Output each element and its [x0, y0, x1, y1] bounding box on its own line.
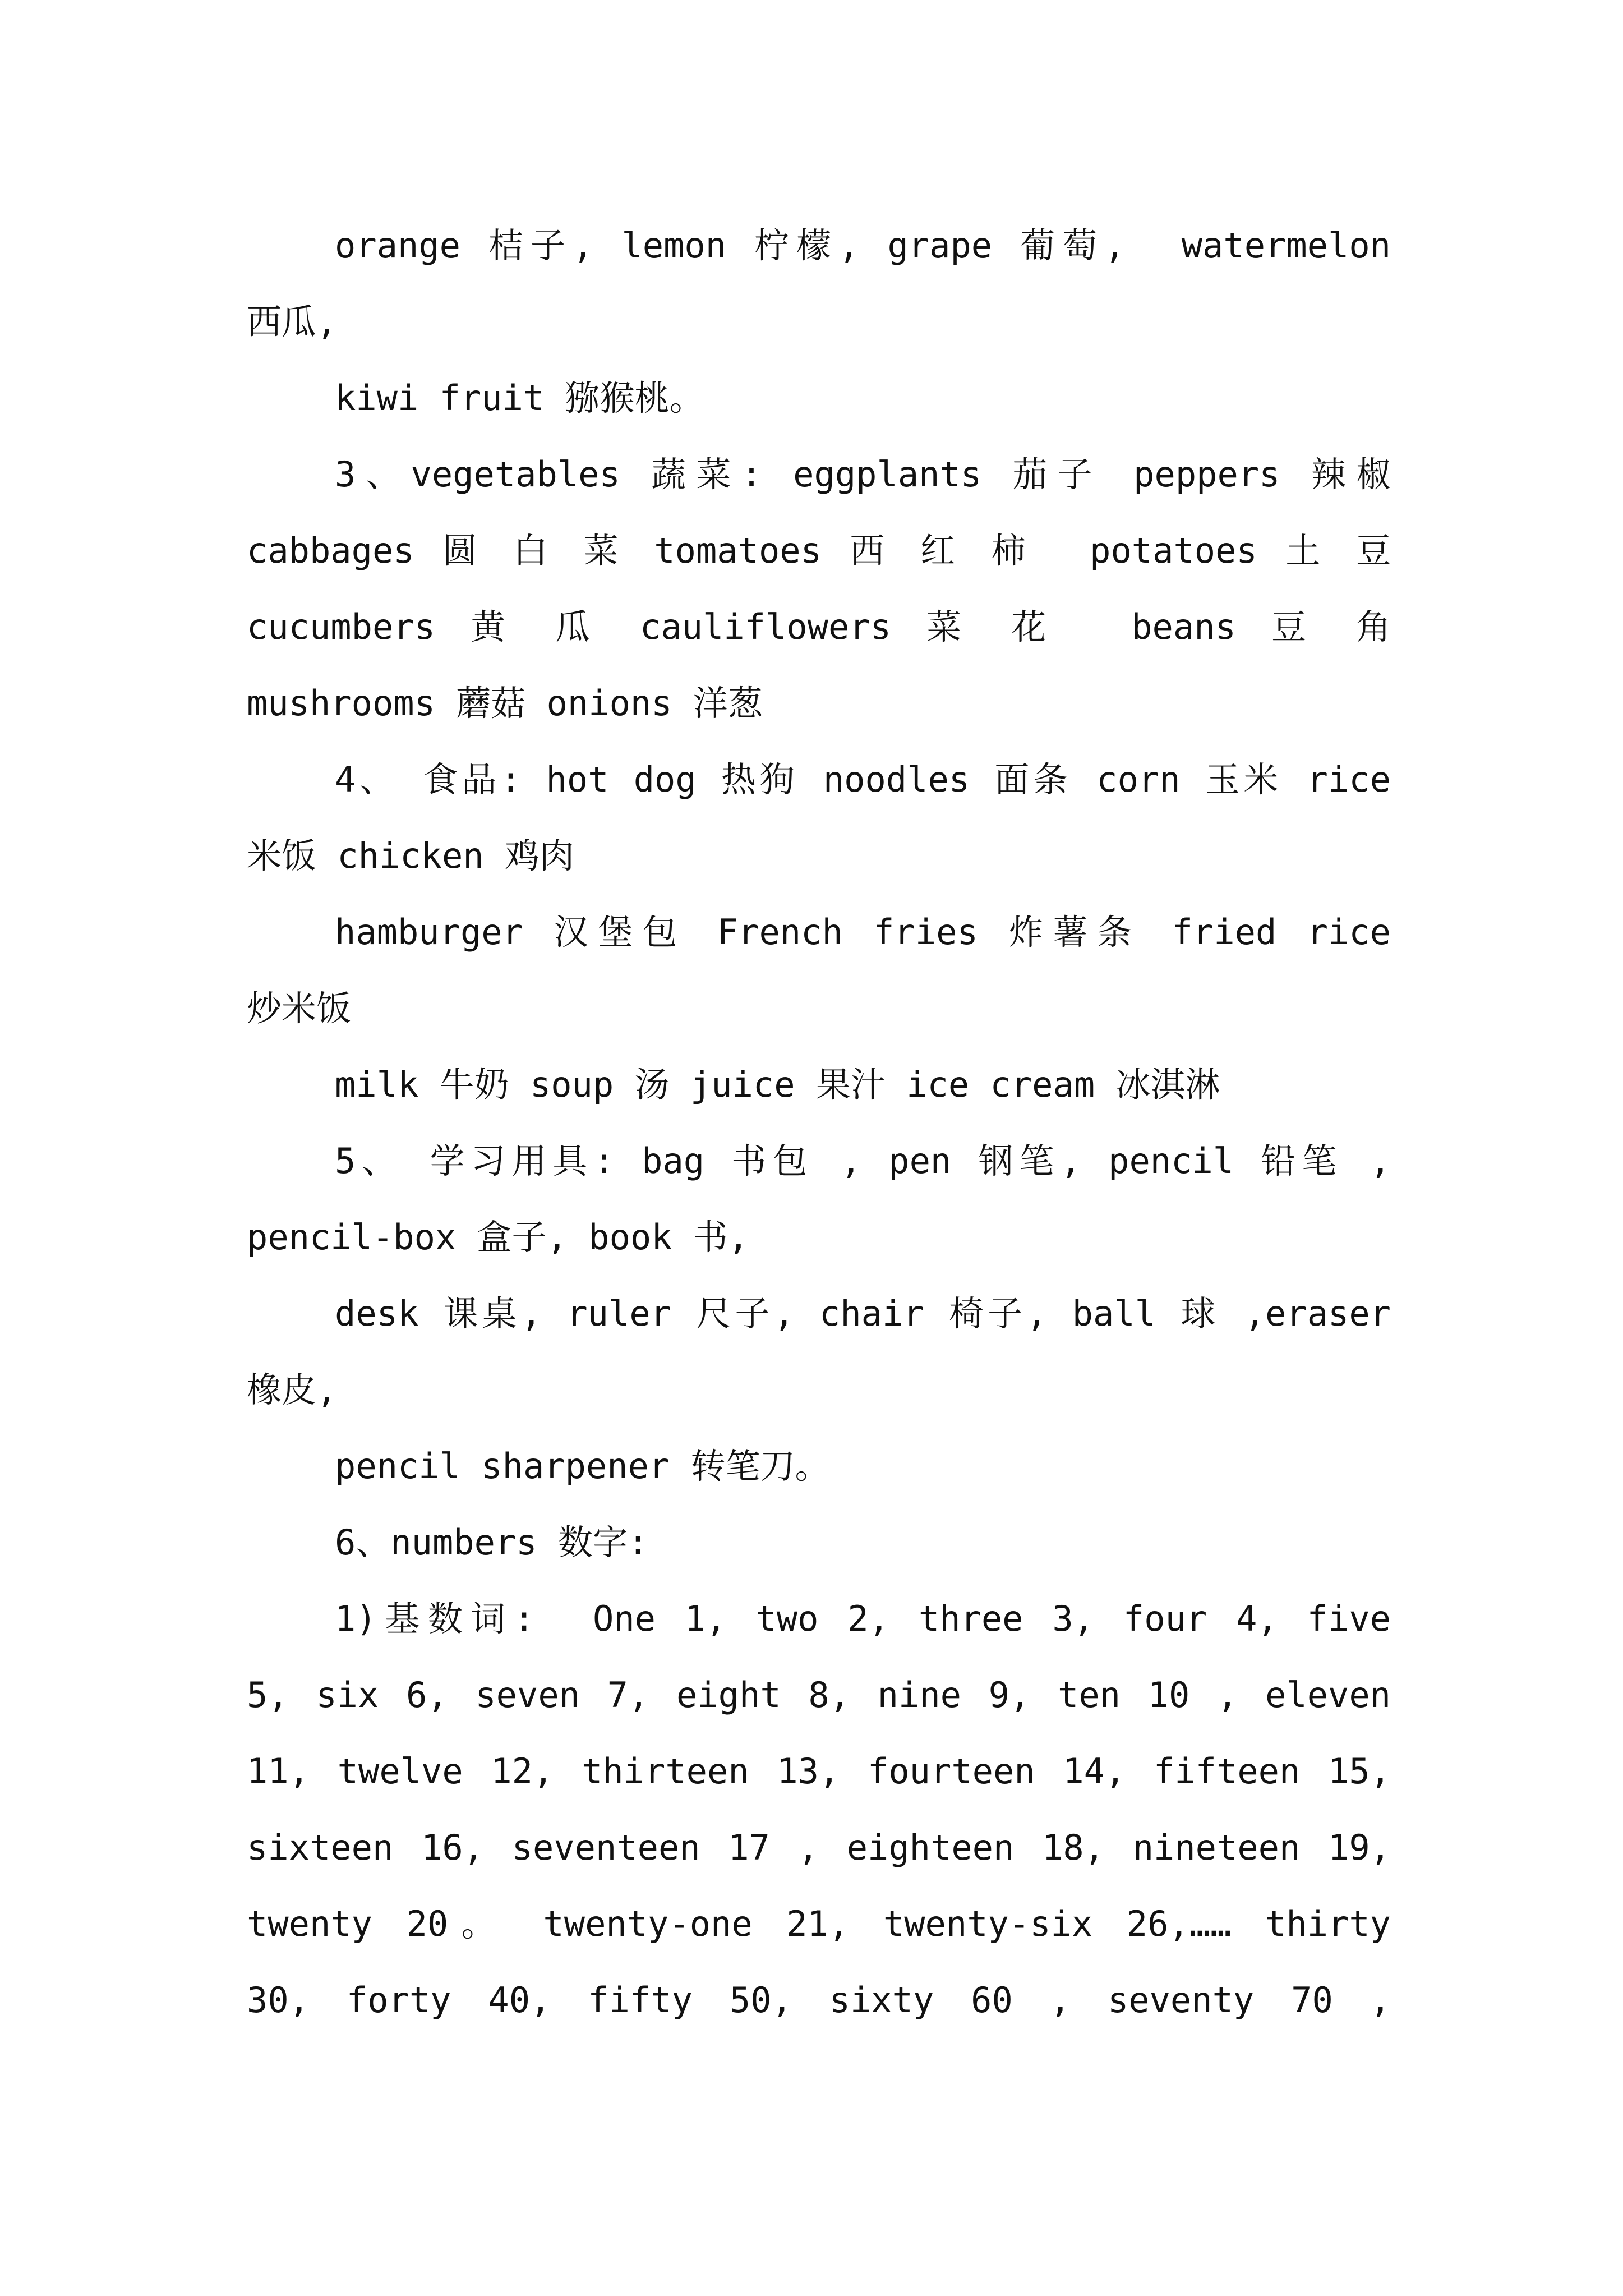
text-line: 1)基数词: One 1, two 2, three 3, four 4, five [335, 1598, 1391, 1639]
text-line: sixteen 16, seventeen 17 , eighteen 18, nineteen 19, [247, 1827, 1391, 1868]
text-line: pencil sharpener 转笔刀。 [335, 1446, 830, 1487]
document-body [247, 208, 1391, 2039]
text-line: 30, forty 40, fifty 50, sixty 60 , seventy 70 , [247, 1980, 1391, 2021]
text-line: 西瓜, [247, 301, 338, 342]
text-line: 米饭 chicken 鸡肉 [247, 835, 574, 876]
text-line: 3、vegetables 蔬菜: eggplants 茄子 peppers 辣椒 [335, 454, 1391, 495]
text-line: cabbages 圆 白 菜 tomatoes 西 红 柿 potatoes 土 豆 [247, 530, 1391, 571]
text-line: cucumbers 黄 瓜 cauliflowers 菜 花 beans 豆 角 [247, 606, 1391, 647]
text-line: 5、 学习用具: bag 书包 , pen 钢笔, pencil 铅笔 , [335, 1140, 1391, 1181]
text-line: twenty 20。 twenty-one 21, twenty-six 26,…… thirty [247, 1903, 1391, 1944]
text-line: 11, twelve 12, thirteen 13, fourteen 14, fifteen 15, [247, 1751, 1391, 1792]
text-line: 6、numbers 数字: [335, 1522, 649, 1563]
text-line: 4、 食品: hot dog 热狗 noodles 面条 corn 玉米 rice [335, 759, 1391, 800]
text-line: 炒米饭 [247, 988, 352, 1029]
text-line: mushrooms 蘑菇 onions 洋葱 [247, 683, 763, 724]
text-line: pencil-box 盒子, book 书, [247, 1217, 749, 1258]
text-line: 橡皮, [247, 1369, 338, 1410]
text-line: orange 桔子, lemon 柠檬, grape 葡萄, watermelon [335, 225, 1391, 266]
text-line: milk 牛奶 soup 汤 juice 果汁 ice cream 冰淇淋 [335, 1064, 1220, 1105]
text-line: kiwi fruit 猕猴桃。 [335, 378, 704, 418]
text-line: 5, six 6, seven 7, eight 8, nine 9, ten 10 , eleven [247, 1674, 1391, 1715]
text-line: desk 课桌, ruler 尺子, chair 椅子, ball 球 ,eraser [335, 1293, 1391, 1334]
text-line: hamburger 汉堡包 French fries 炸薯条 fried rice [335, 912, 1391, 953]
